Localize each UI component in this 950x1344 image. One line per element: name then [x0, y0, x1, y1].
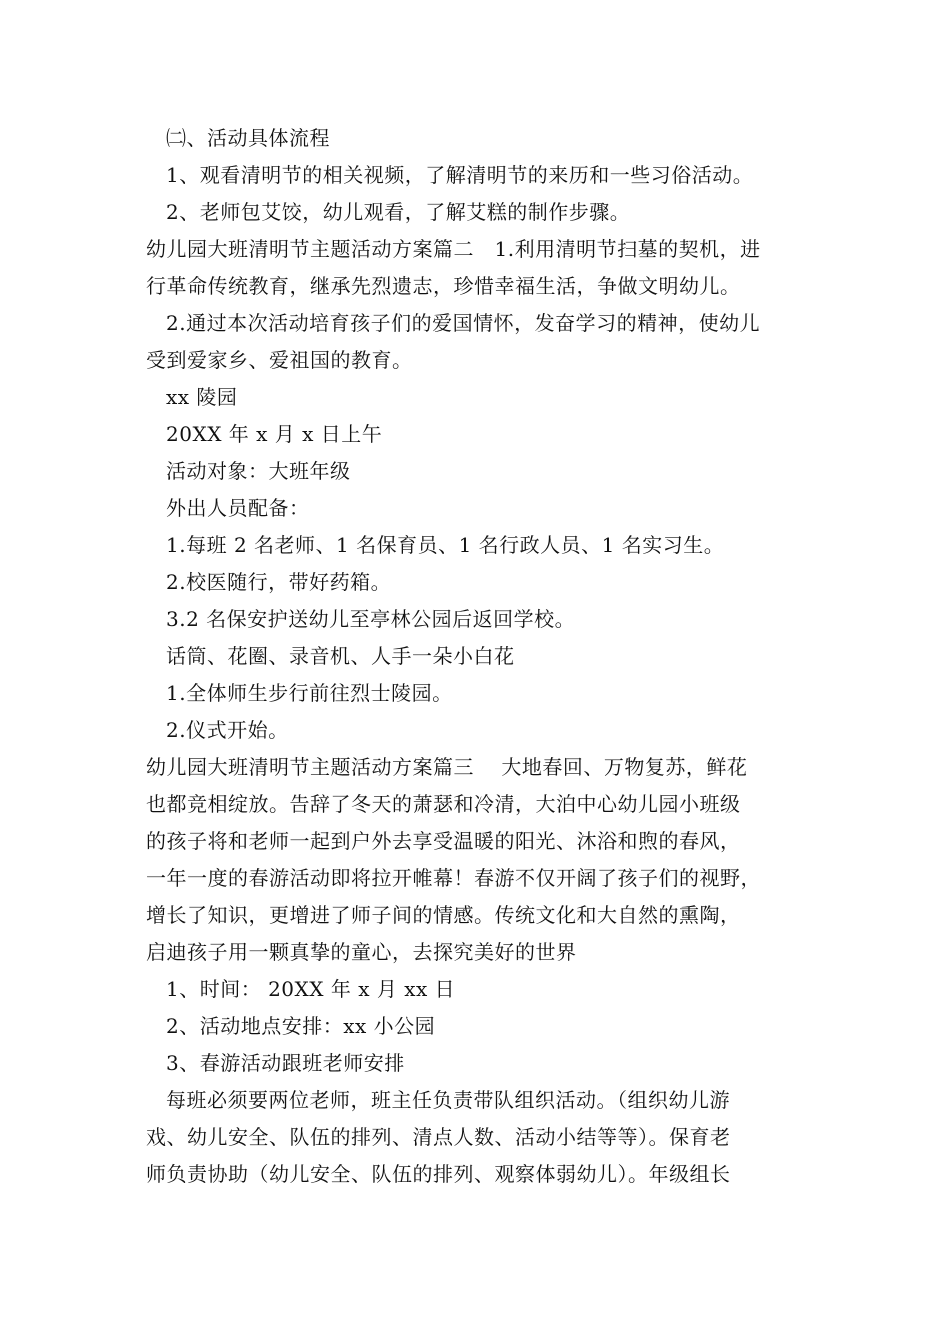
text-line: 3.2 名保安护送幼儿至亭林公园后返回学校。	[166, 607, 576, 631]
text-line: 行革命传统教育，继承先烈遗志，珍惜幸福生活，争做文明幼儿。	[146, 274, 741, 298]
text-line: 幼儿园大班清明节主题活动方案篇三 大地春回、万物复苏，鲜花	[146, 755, 748, 779]
text-line: 2、活动地点安排：xx 小公园	[166, 1014, 436, 1038]
text-line: xx 陵园	[166, 385, 238, 409]
text-line: 的孩子将和老师一起到户外去享受温暖的阳光、沐浴和煦的春风，	[146, 829, 741, 853]
text-line: 一年一度的春游活动即将拉开帷幕！春游不仅开阔了孩子们的视野，	[146, 866, 761, 890]
text-line: 1.全体师生步行前往烈士陵园。	[166, 681, 453, 705]
text-line: 1、时间： 20XX 年 x 月 xx 日	[166, 977, 456, 1001]
text-line: 受到爱家乡、爱祖国的教育。	[146, 348, 413, 372]
text-line: 戏、幼儿安全、队伍的排列、清点人数、活动小结等等）。保育老	[146, 1125, 731, 1149]
text-line: 每班必须要两位老师，班主任负责带队组织活动。（组织幼儿游	[166, 1088, 730, 1112]
text-line: 话筒、花圈、录音机、人手一朵小白花	[166, 644, 515, 668]
text-line: 启迪孩子用一颗真挚的童心，去探究美好的世界	[146, 940, 577, 964]
text-line: 2.仪式开始。	[166, 718, 289, 742]
text-line: 1、观看清明节的相关视频，了解清明节的来历和一些习俗活动。	[166, 163, 754, 187]
text-line: ㈡、活动具体流程	[166, 126, 330, 150]
text-line: 3、春游活动跟班老师安排	[166, 1051, 405, 1075]
text-line: 也都竞相绽放。告辞了冬天的萧瑟和冷清，大泊中心幼儿园小班级	[146, 792, 741, 816]
text-line: 活动对象：大班年级	[166, 459, 351, 483]
text-line: 2.校医随行，带好药箱。	[166, 570, 392, 594]
text-line: 2、老师包艾饺，幼儿观看，了解艾糕的制作步骤。	[166, 200, 631, 224]
text-line: 增长了知识，更增进了师子间的情感。传统文化和大自然的熏陶，	[146, 903, 741, 927]
document-body	[146, 120, 818, 1193]
text-line: 1.每班 2 名老师、1 名保育员、1 名行政人员、1 名实习生。	[166, 533, 725, 557]
text-line: 师负责协助（幼儿安全、队伍的排列、观察体弱幼儿）。年级组长	[146, 1162, 731, 1186]
text-line: 外出人员配备：	[166, 496, 310, 520]
text-line: 幼儿园大班清明节主题活动方案篇二 1.利用清明节扫墓的契机，进	[146, 237, 761, 261]
text-line: 20XX 年 x 月 x 日上午	[166, 422, 383, 446]
text-line: 2.通过本次活动培育孩子们的爱国情怀，发奋学习的精神，使幼儿	[166, 311, 761, 335]
